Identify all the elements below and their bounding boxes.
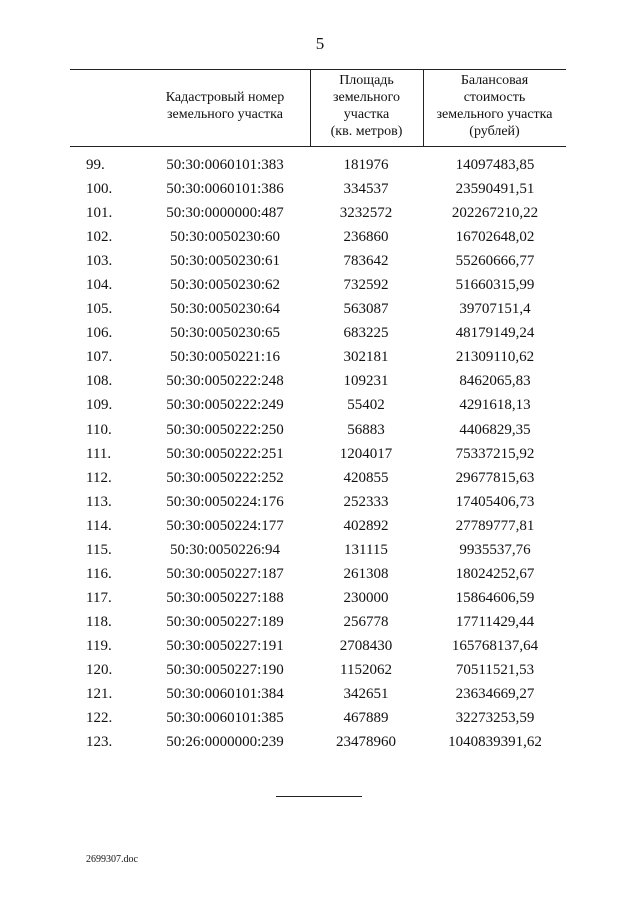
cadastral-number: 50:30:0050224:176	[166, 493, 284, 510]
row-number: 102.	[86, 229, 113, 246]
row-number: 113.	[86, 493, 112, 510]
row-number: 114.	[86, 517, 112, 534]
header-line: (рублей)	[469, 124, 520, 139]
row-number: 119.	[86, 637, 112, 654]
area-value: 302181	[343, 349, 389, 366]
table-row	[0, 538, 640, 562]
cost-value: 8462065,83	[459, 373, 531, 390]
cost-value: 17711429,44	[455, 613, 535, 630]
table-row	[0, 610, 640, 634]
table-row	[0, 418, 640, 442]
row-number: 110.	[86, 421, 112, 438]
page-number: 5	[315, 34, 325, 53]
table-row	[0, 153, 640, 177]
table-row	[0, 562, 640, 586]
header-line: земельного участка	[436, 107, 553, 122]
area-value: 334537	[343, 181, 389, 198]
cost-value: 39707151,4	[459, 301, 531, 318]
cadastral-number: 50:30:0050230:60	[169, 229, 280, 246]
cadastral-number: 50:30:0050227:188	[166, 589, 284, 606]
cadastral-number: 50:30:0050222:251	[166, 445, 284, 462]
area-value: 683225	[343, 325, 389, 342]
cost-value: 21309110,62	[455, 349, 535, 366]
table-row	[0, 730, 640, 754]
footer-document-id: 2699307.doc	[86, 854, 138, 865]
cost-value: 48179149,24	[455, 325, 535, 342]
cadastral-number: 50:30:0050226:94	[169, 541, 280, 558]
cadastral-number: 50:30:0050222:250	[166, 421, 284, 438]
cost-value: 1040839391,62	[448, 734, 542, 751]
header-cost	[423, 72, 566, 140]
table-row	[0, 514, 640, 538]
table-row	[0, 345, 640, 369]
row-number: 109.	[86, 397, 113, 414]
cost-value: 202267210,22	[451, 205, 539, 222]
header-line: Кадастровый номер	[165, 90, 285, 105]
table-row	[0, 297, 640, 321]
table-row	[0, 201, 640, 225]
area-value: 342651	[343, 686, 389, 703]
area-value: 56883	[347, 421, 385, 438]
cadastral-number: 50:30:0050230:61	[169, 253, 280, 270]
area-value: 732592	[343, 277, 389, 294]
table-row	[0, 225, 640, 249]
cadastral-number: 50:30:0050221:16	[169, 349, 280, 366]
table-row	[0, 442, 640, 466]
cost-value: 15864606,59	[455, 589, 535, 606]
row-number: 103.	[86, 253, 113, 270]
table-row	[0, 706, 640, 730]
cost-value: 70511521,53	[455, 661, 535, 678]
cadastral-number: 50:30:0060101:386	[166, 181, 284, 198]
area-value: 420855	[343, 469, 389, 486]
cost-value: 18024252,67	[455, 565, 535, 582]
header-line: Балансовая	[460, 73, 529, 88]
cost-value: 16702648,02	[455, 229, 535, 246]
header-line: стоимость	[463, 90, 526, 105]
cadastral-number: 50:30:0050227:187	[166, 565, 284, 582]
row-number: 101.	[86, 205, 113, 222]
cadastral-number: 50:30:0050222:248	[166, 373, 284, 390]
row-number: 121.	[86, 686, 113, 703]
header-line: Площадь	[339, 73, 394, 88]
header-area	[310, 72, 423, 140]
cost-value: 55260666,77	[455, 253, 535, 270]
area-value: 236860	[343, 229, 389, 246]
row-number: 116.	[86, 565, 112, 582]
cadastral-number: 50:30:0050224:177	[166, 517, 284, 534]
cadastral-number: 50:30:0050227:191	[166, 637, 284, 654]
cost-value: 51660315,99	[455, 277, 535, 294]
row-number: 100.	[86, 181, 113, 198]
area-value: 1152062	[340, 661, 392, 678]
area-value: 55402	[347, 397, 385, 414]
cadastral-number: 50:30:0050230:64	[169, 301, 280, 318]
table-row	[0, 466, 640, 490]
table-row	[0, 177, 640, 201]
table-row	[0, 273, 640, 297]
row-number: 104.	[86, 277, 113, 294]
cost-value: 165768137,64	[451, 637, 539, 654]
cadastral-number: 50:30:0050222:249	[166, 397, 284, 414]
table-row	[0, 658, 640, 682]
table-row	[0, 682, 640, 706]
header-line: земельного	[332, 90, 401, 105]
area-value: 3232572	[339, 205, 393, 222]
area-value: 1204017	[339, 445, 393, 462]
cadastral-number: 50:26:0000000:239	[166, 734, 284, 751]
area-value: 131115	[344, 541, 388, 558]
row-number: 107.	[86, 349, 113, 366]
header-line: участка	[343, 107, 390, 122]
cadastral-number: 50:30:0050227:189	[166, 613, 284, 630]
end-line	[276, 796, 362, 797]
row-number: 120.	[86, 661, 113, 678]
cadastral-number: 50:30:0060101:385	[166, 710, 284, 727]
area-value: 2708430	[339, 637, 393, 654]
cadastral-number: 50:30:0050222:252	[166, 469, 284, 486]
cost-value: 32273253,59	[455, 710, 535, 727]
row-number: 112.	[86, 469, 112, 486]
cadastral-number: 50:30:0050230:65	[169, 325, 280, 342]
cost-value: 17405406,73	[455, 493, 535, 510]
cost-value: 29677815,63	[455, 469, 535, 486]
header-cadastral	[140, 89, 310, 123]
table-body	[0, 153, 640, 754]
table-row	[0, 634, 640, 658]
row-number: 105.	[86, 301, 113, 318]
cost-value: 23634669,27	[455, 686, 535, 703]
row-number: 115.	[86, 541, 112, 558]
row-number: 106.	[86, 325, 113, 342]
area-value: 252333	[343, 493, 389, 510]
row-number: 99.	[86, 157, 105, 173]
cost-value: 4406829,35	[459, 421, 531, 438]
cost-value: 4291618,13	[459, 397, 531, 414]
area-value: 230000	[343, 589, 389, 606]
table-row	[0, 369, 640, 393]
area-value: 261308	[343, 565, 389, 582]
cadastral-number: 50:30:0050227:190	[166, 661, 284, 678]
area-value: 467889	[343, 710, 389, 727]
row-number: 123.	[86, 734, 113, 751]
cadastral-number: 50:30:0050230:62	[169, 277, 280, 294]
cost-value: 75337215,92	[455, 445, 535, 462]
table-row	[0, 249, 640, 273]
table-row	[0, 586, 640, 610]
header-bottom-rule	[70, 146, 566, 147]
table-top-rule	[70, 69, 566, 70]
area-value: 256778	[343, 613, 389, 630]
area-value: 109231	[343, 373, 389, 390]
cost-value: 14097483,85	[455, 157, 535, 173]
cost-value: 23590491,51	[455, 181, 535, 198]
area-value: 181976	[343, 157, 389, 173]
area-value: 783642	[343, 253, 389, 270]
cadastral-number: 50:30:0060101:383	[166, 157, 284, 173]
table-row	[0, 490, 640, 514]
table-row	[0, 393, 640, 417]
cadastral-number: 50:30:0000000:487	[166, 205, 284, 222]
area-value: 563087	[343, 301, 389, 318]
area-value: 402892	[343, 517, 389, 534]
header-line: (кв. метров)	[330, 124, 403, 139]
header-line: земельного участка	[167, 107, 283, 122]
cost-value: 27789777,81	[455, 517, 535, 534]
row-number: 108.	[86, 373, 113, 390]
row-number: 111.	[86, 445, 112, 462]
row-number: 122.	[86, 710, 113, 727]
cadastral-number: 50:30:0060101:384	[166, 686, 284, 703]
row-number: 118.	[86, 613, 112, 630]
area-value: 23478960	[336, 734, 396, 751]
cost-value: 9935537,76	[459, 541, 531, 558]
row-number: 117.	[86, 589, 112, 606]
table-row	[0, 321, 640, 345]
